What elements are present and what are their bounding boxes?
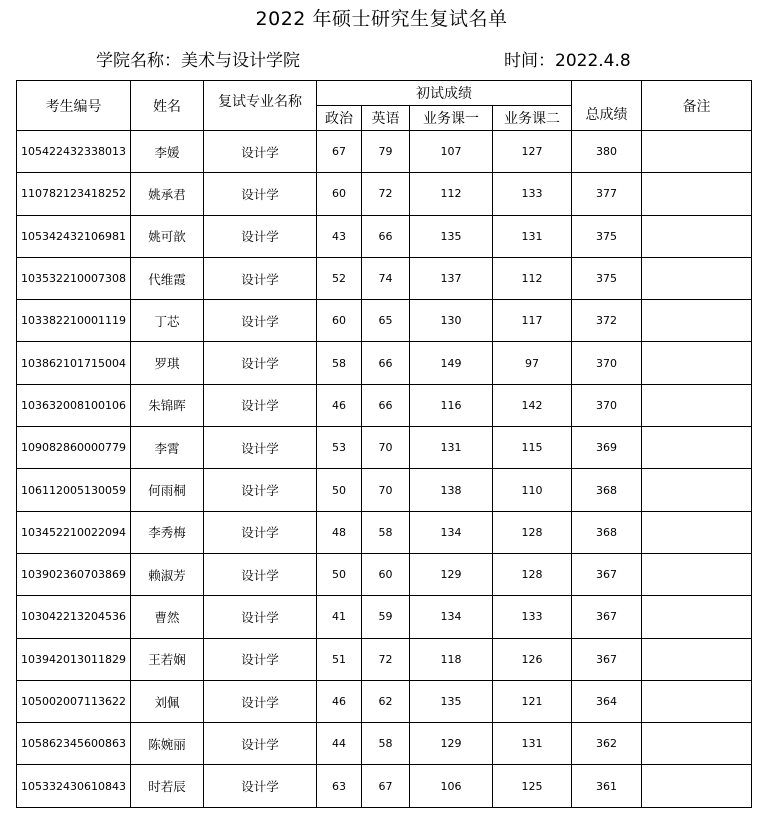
cell-politics: 60: [317, 300, 362, 342]
cell-major: 设计学: [204, 257, 317, 299]
header-prelim: 初试成绩: [317, 81, 572, 106]
table-row: [17, 173, 752, 215]
cell-politics: 63: [317, 765, 362, 807]
cell-total: 367: [572, 596, 642, 638]
cell-name: 赖淑芳: [131, 553, 204, 595]
cell-name: 曹然: [131, 596, 204, 638]
cell-course2: 117: [493, 300, 572, 342]
cell-name: 何雨桐: [131, 469, 204, 511]
cell-course2: 97: [493, 342, 572, 384]
cell-politics: 50: [317, 469, 362, 511]
cell-id: 106112005130059: [17, 469, 131, 511]
table-row: [17, 300, 752, 342]
cell-course1: 107: [410, 131, 493, 173]
cell-note: [642, 131, 752, 173]
cell-politics: 50: [317, 553, 362, 595]
cell-id: 103632008100106: [17, 384, 131, 426]
table-row: [17, 131, 752, 173]
cell-course1: 130: [410, 300, 493, 342]
cell-english: 72: [362, 638, 410, 680]
cell-politics: 44: [317, 723, 362, 765]
header-english: 英语: [362, 106, 410, 131]
cell-course1: 106: [410, 765, 493, 807]
cell-major: 设计学: [204, 638, 317, 680]
cell-english: 58: [362, 511, 410, 553]
cell-id: 103902360703869: [17, 553, 131, 595]
cell-name: 李霄: [131, 427, 204, 469]
cell-major: 设计学: [204, 596, 317, 638]
cell-course1: 138: [410, 469, 493, 511]
cell-english: 66: [362, 384, 410, 426]
cell-id: 109082860000779: [17, 427, 131, 469]
cell-english: 79: [362, 131, 410, 173]
cell-english: 66: [362, 215, 410, 257]
cell-total: 362: [572, 723, 642, 765]
cell-name: 陈婉丽: [131, 723, 204, 765]
cell-course2: 115: [493, 427, 572, 469]
cell-english: 70: [362, 469, 410, 511]
cell-course2: 131: [493, 215, 572, 257]
header-id: 考生编号: [17, 81, 131, 131]
header-name: 姓名: [131, 81, 204, 131]
cell-politics: 41: [317, 596, 362, 638]
cell-course1: 112: [410, 173, 493, 215]
cell-major: 设计学: [204, 173, 317, 215]
cell-name: 姚承君: [131, 173, 204, 215]
cell-name: 朱锦晖: [131, 384, 204, 426]
table-row: [17, 596, 752, 638]
cell-name: 时若辰: [131, 765, 204, 807]
cell-english: 74: [362, 257, 410, 299]
cell-course1: 129: [410, 723, 493, 765]
cell-id: 103532210007308: [17, 257, 131, 299]
table-row: [17, 723, 752, 765]
header-politics: 政治: [317, 106, 362, 131]
table-row: [17, 553, 752, 595]
cell-course1: 131: [410, 427, 493, 469]
table-row: [17, 342, 752, 384]
cell-course2: 133: [493, 596, 572, 638]
cell-total: 377: [572, 173, 642, 215]
cell-total: 380: [572, 131, 642, 173]
table-row: [17, 469, 752, 511]
cell-id: 105422432338013: [17, 131, 131, 173]
cell-note: [642, 257, 752, 299]
cell-english: 62: [362, 680, 410, 722]
cell-politics: 67: [317, 131, 362, 173]
cell-english: 66: [362, 342, 410, 384]
cell-english: 59: [362, 596, 410, 638]
cell-name: 罗琪: [131, 342, 204, 384]
header-note: 备注: [642, 81, 752, 131]
time-label: 时间：2022.4.8: [504, 51, 631, 71]
cell-total: 361: [572, 765, 642, 807]
table-body: [17, 131, 752, 808]
table-row: [17, 427, 752, 469]
cell-name: 丁芯: [131, 300, 204, 342]
table-row: [17, 638, 752, 680]
cell-english: 60: [362, 553, 410, 595]
cell-course1: 137: [410, 257, 493, 299]
cell-total: 364: [572, 680, 642, 722]
cell-course2: 142: [493, 384, 572, 426]
cell-english: 72: [362, 173, 410, 215]
cell-name: 姚可歆: [131, 215, 204, 257]
cell-total: 369: [572, 427, 642, 469]
cell-note: [642, 342, 752, 384]
cell-id: 103042213204536: [17, 596, 131, 638]
table-row: [17, 511, 752, 553]
cell-politics: 46: [317, 680, 362, 722]
cell-politics: 60: [317, 173, 362, 215]
table-row: [17, 680, 752, 722]
cell-major: 设计学: [204, 300, 317, 342]
cell-name: 刘佩: [131, 680, 204, 722]
cell-note: [642, 638, 752, 680]
cell-major: 设计学: [204, 131, 317, 173]
cell-course1: 135: [410, 215, 493, 257]
cell-note: [642, 511, 752, 553]
cell-politics: 58: [317, 342, 362, 384]
cell-id: 103452210022094: [17, 511, 131, 553]
table-row: [17, 384, 752, 426]
cell-major: 设计学: [204, 680, 317, 722]
cell-course2: 121: [493, 680, 572, 722]
cell-course2: 125: [493, 765, 572, 807]
cell-note: [642, 723, 752, 765]
cell-english: 67: [362, 765, 410, 807]
cell-name: 李秀梅: [131, 511, 204, 553]
cell-course2: 133: [493, 173, 572, 215]
college-label: 学院名称：美术与设计学院: [96, 51, 300, 71]
cell-note: [642, 215, 752, 257]
cell-english: 70: [362, 427, 410, 469]
cell-total: 370: [572, 342, 642, 384]
cell-note: [642, 173, 752, 215]
header-course2: 业务课二: [493, 106, 572, 131]
cell-id: 103382210001119: [17, 300, 131, 342]
cell-total: 372: [572, 300, 642, 342]
cell-major: 设计学: [204, 427, 317, 469]
cell-major: 设计学: [204, 384, 317, 426]
cell-major: 设计学: [204, 511, 317, 553]
cell-course1: 134: [410, 511, 493, 553]
header-course1: 业务课一: [410, 106, 493, 131]
cell-english: 65: [362, 300, 410, 342]
cell-id: 105002007113622: [17, 680, 131, 722]
cell-major: 设计学: [204, 342, 317, 384]
cell-total: 375: [572, 215, 642, 257]
cell-id: 105342432106981: [17, 215, 131, 257]
cell-major: 设计学: [204, 553, 317, 595]
cell-total: 375: [572, 257, 642, 299]
cell-course2: 131: [493, 723, 572, 765]
cell-course1: 135: [410, 680, 493, 722]
cell-politics: 52: [317, 257, 362, 299]
cell-course2: 112: [493, 257, 572, 299]
table-row: [17, 215, 752, 257]
cell-major: 设计学: [204, 723, 317, 765]
table-row: [17, 765, 752, 807]
cell-note: [642, 596, 752, 638]
cell-total: 367: [572, 553, 642, 595]
cell-major: 设计学: [204, 469, 317, 511]
cell-course1: 116: [410, 384, 493, 426]
cell-note: [642, 469, 752, 511]
cell-total: 368: [572, 511, 642, 553]
cell-major: 设计学: [204, 765, 317, 807]
cell-total: 367: [572, 638, 642, 680]
cell-id: 105862345600863: [17, 723, 131, 765]
cell-total: 370: [572, 384, 642, 426]
cell-note: [642, 553, 752, 595]
table-row: [17, 257, 752, 299]
cell-course2: 128: [493, 511, 572, 553]
cell-id: 103942013011829: [17, 638, 131, 680]
cell-politics: 46: [317, 384, 362, 426]
cell-note: [642, 300, 752, 342]
cell-english: 58: [362, 723, 410, 765]
cell-politics: 43: [317, 215, 362, 257]
candidate-table: [16, 80, 752, 808]
cell-course2: 126: [493, 638, 572, 680]
cell-id: 105332430610843: [17, 765, 131, 807]
header-row: [17, 81, 752, 106]
page-title: 2022 年硕士研究生复试名单: [255, 8, 508, 30]
cell-course2: 128: [493, 553, 572, 595]
cell-note: [642, 765, 752, 807]
cell-politics: 53: [317, 427, 362, 469]
cell-id: 110782123418252: [17, 173, 131, 215]
cell-course1: 134: [410, 596, 493, 638]
cell-major: 设计学: [204, 215, 317, 257]
cell-name: 代维霞: [131, 257, 204, 299]
cell-course2: 110: [493, 469, 572, 511]
cell-course1: 129: [410, 553, 493, 595]
header-total: 总成绩: [572, 81, 642, 131]
cell-course1: 118: [410, 638, 493, 680]
cell-course2: 127: [493, 131, 572, 173]
header-major: 复试专业名称: [204, 81, 317, 131]
cell-total: 368: [572, 469, 642, 511]
cell-name: 李媛: [131, 131, 204, 173]
cell-course1: 149: [410, 342, 493, 384]
cell-name: 王若娴: [131, 638, 204, 680]
cell-politics: 48: [317, 511, 362, 553]
cell-id: 103862101715004: [17, 342, 131, 384]
cell-note: [642, 384, 752, 426]
cell-note: [642, 427, 752, 469]
cell-politics: 51: [317, 638, 362, 680]
cell-note: [642, 680, 752, 722]
